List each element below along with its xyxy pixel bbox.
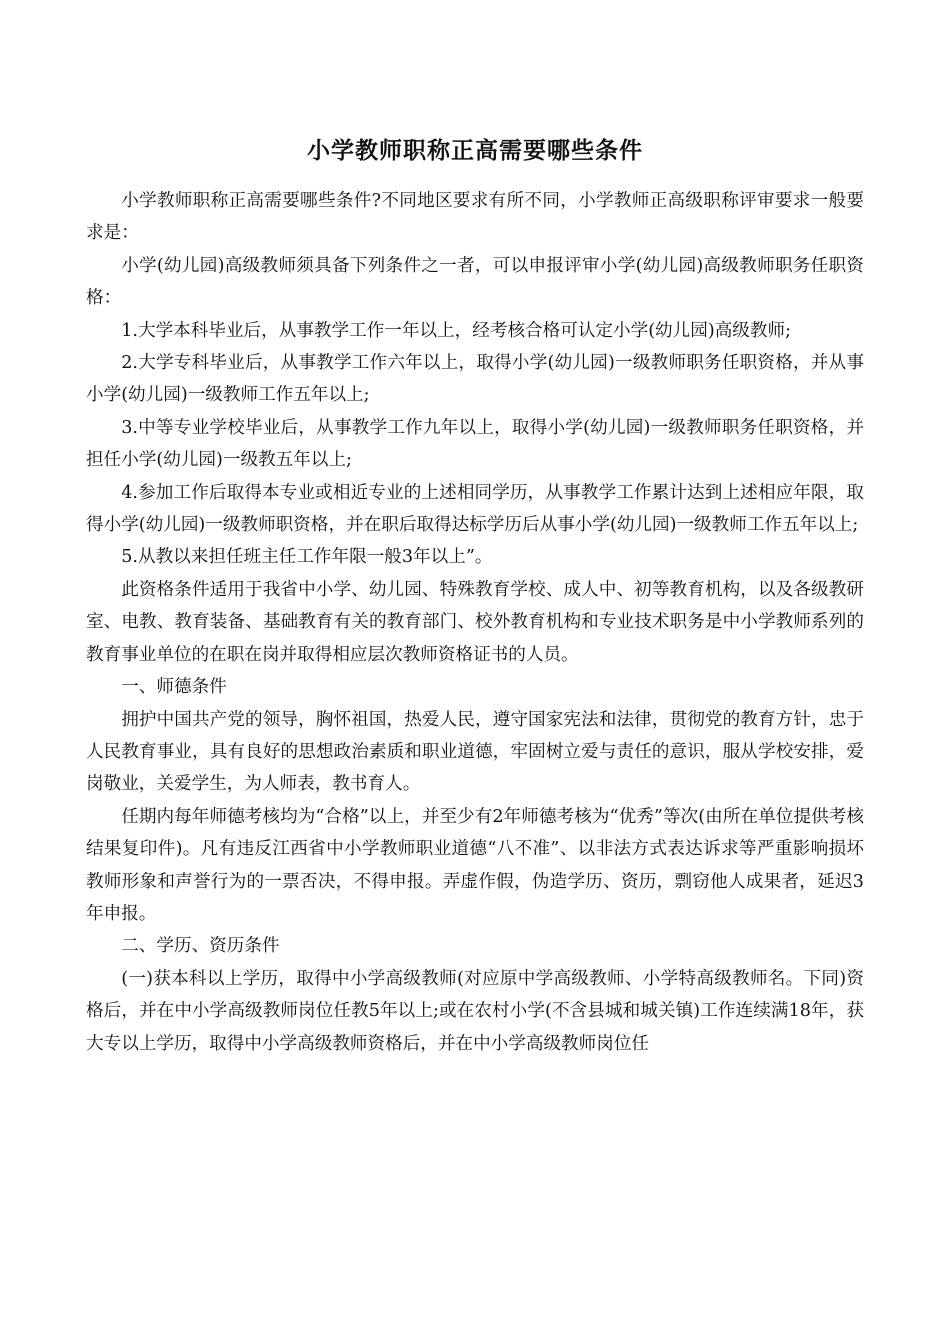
list-item-condition-3: 3.中等专业学校毕业后，从事教学工作九年以上，取得小学(幼儿园)一级教师职务任职资格，并担任小学(幼儿园)一级教五年以上; [86, 417, 864, 471]
page-title: 小学教师职称正高需要哪些条件 [307, 137, 643, 164]
paragraph-requirements-lead: 小学(幼儿园)高级教师须具备下列条件之一者，可以申报评审小学(幼儿园)高级教师职务任职资格： [86, 255, 864, 309]
paragraph-education-1: (一)获本科以上学历，取得中小学高级教师(对应原中学高级教师、小学特高级教师名。下同)资格后，并在中小学高级教师岗位任教5年以上;或在农村小学(不含县城和城关镇)工作连续满18年，获大专以上学历，取得中小学高级教师资格后，并在中小学高级教师岗位任 [86, 968, 864, 1054]
paragraph-ethics: 拥护中国共产党的领导，胸怀祖国，热爱人民，遵守国家宪法和法律，贯彻党的教育方针，忠于人民教育事业，具有良好的思想政治素质和职业道德，牢固树立爱与责任的意识，服从学校安排，爱岗敬业，关爱学生，为人师表，教书育人。 [86, 709, 864, 795]
list-item-condition-4: 4.参加工作后取得本专业或相近专业的上述相同学历，从事教学工作累计达到上述相应年限，取得小学(幼儿园)一级教师职资格，并在职后取得达标学历后从事小学(幼儿园)一级教师工作五年以上; [86, 482, 864, 536]
section-heading-education: 二、学历、资历条件 [121, 936, 280, 957]
list-item-condition-1: 1.大学本科毕业后，从事教学工作一年以上，经考核合格可认定小学(幼儿园)高级教师; [121, 320, 792, 341]
document-body [86, 185, 864, 1060]
list-item-condition-5: 5.从教以来担任班主任工作年限一般3年以上”。 [121, 547, 493, 568]
paragraph-intro: 小学教师职称正高需要哪些条件?不同地区要求有所不同，小学教师正高级职称评审要求一般要求是： [86, 191, 864, 244]
section-heading-ethics: 一、师德条件 [121, 677, 227, 698]
paragraph-scope: 此资格条件适用于我省中小学、幼儿园、特殊教育学校、成人中、初等教育机构，以及各级教研室、电教、教育装备、基础教育有关的教育部门、校外教育机构和专业技术职务是中小学教师系列的教育事业单位的在职在岗并取得相应层次教师资格证书的人员。 [86, 579, 864, 665]
list-item-condition-2: 2.大学专科毕业后，从事教学工作六年以上，取得小学(幼儿园)一级教师职务任职资格，并从事小学(幼儿园)一级教师工作五年以上; [86, 353, 864, 406]
paragraph-ethics-assessment: 任期内每年师德考核均为“合格”以上，并至少有2年师德考核为“优秀”等次(由所在单位提供考核结果复印件)。凡有违反江西省中小学教师职业道德“八不准”、以非法方式表达诉求等严重影响损坏教师形象和声誉行为的一票否决，不得申报。弄虚作假，伪造学历、资历，剽窃他人成果者，延迟3年申报。 [86, 806, 864, 924]
